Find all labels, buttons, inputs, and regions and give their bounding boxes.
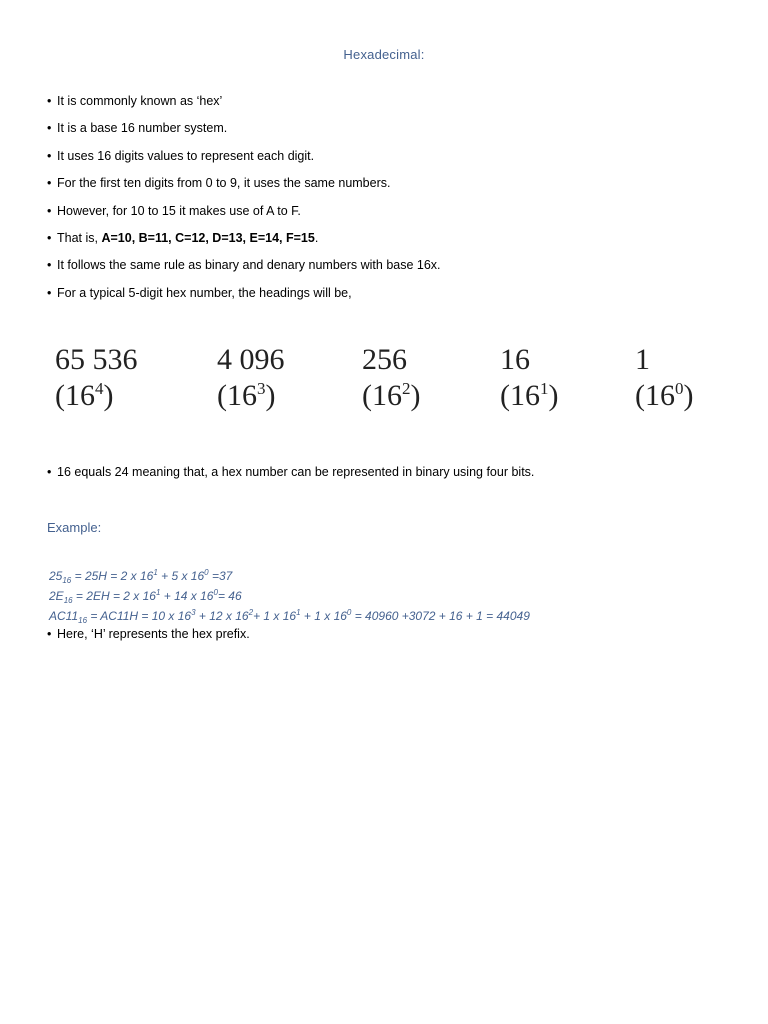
equation-text: = 25H = 2 x 16 [71,569,154,583]
heading-power [635,377,694,415]
heading-power [217,377,285,415]
heading-power [500,377,559,415]
bullet-icon: • [47,230,52,245]
heading-exponent: 1 [540,379,549,398]
equation-text: + 12 x 16 [195,609,249,623]
equation-text: + 14 x 16 [160,589,214,603]
list-item-text: For a typical 5-digit hex number, the headings will be, [57,285,352,300]
heading-column [55,343,138,415]
bullet-icon: • [47,285,52,300]
heading-close: ) [410,379,421,412]
heading-exponent: 2 [402,379,411,398]
heading-close: ) [683,379,694,412]
equation-text: = AC11H = 10 x 16 [87,609,192,623]
exponent-superscript: 0 [213,588,218,597]
example-heading: Example: [47,520,102,535]
bullet-icon: • [47,258,52,273]
heading-exponent: 3 [257,379,266,398]
bullet-icon: • [47,121,52,136]
list-item [47,120,737,147]
equation-text: = 40960 +3072 + 16 + 1 = 44049 [351,609,530,623]
prefix-note [47,627,250,641]
bullet-icon: • [47,465,52,479]
page-title: Hexadecimal: [343,47,425,62]
bullet-icon: • [47,94,52,108]
example-equation [49,566,530,586]
exponent-superscript: 2 [248,608,254,617]
heading-base: (16 [217,379,257,412]
example-equation [49,606,530,626]
heading-base: (16 [55,379,95,412]
exponent-superscript: 3 [191,608,196,617]
equation-text: + 1 x 16 [253,609,297,623]
bullet-list [47,93,737,312]
list-item-text: That is, [57,230,102,245]
heading-exponent: 4 [95,379,104,398]
equation-text: 2E [49,589,64,603]
heading-power [362,377,421,415]
heading-column [217,343,285,415]
list-item [47,93,737,120]
base-subscript: 16 [62,576,72,585]
list-item [47,257,737,284]
list-item-text-end: . [314,230,319,245]
equation-text: 25 [49,569,63,583]
list-item [47,148,737,175]
prefix-note-text: Here, ‘H’ represents the hex prefix. [57,627,250,641]
equation-text: = 46 [217,589,242,603]
heading-value: 256 [362,343,407,376]
place-value-headings [0,343,768,423]
list-item [47,230,737,257]
example-equation [49,586,530,606]
equation-text: + 1 x 16 [300,609,347,623]
list-item-text: It follows the same rule as binary and denary numbers with base 16x. [57,258,441,273]
heading-close: ) [548,379,559,412]
binary-note [47,465,534,479]
example-list [49,566,530,626]
heading-value: 65 536 [55,343,138,376]
exponent-superscript: 0 [346,608,352,617]
equation-text: = 2EH = 2 x 16 [72,589,156,603]
heading-value: 1 [635,343,650,376]
list-item-text: For the first ten digits from 0 to 9, it uses the same numbers. [57,176,391,191]
base-subscript: 16 [63,596,73,605]
binary-note-text: 16 equals 24 meaning that, a hex number can be represented in binary using four bits. [57,465,535,479]
bullet-icon: • [47,148,52,163]
equation-text: AC11 [49,609,79,623]
list-item [47,203,737,230]
exponent-superscript: 1 [296,608,301,617]
heading-column [362,343,421,415]
heading-column [500,343,559,415]
list-item-text: It uses 16 digits values to represent each digit. [57,148,315,163]
exponent-superscript: 1 [153,568,158,577]
bullet-icon: • [47,627,52,641]
bullet-icon: • [47,203,52,218]
heading-power [55,377,138,415]
list-item [47,175,737,202]
base-subscript: 16 [78,616,88,625]
equation-text: =37 [208,569,233,583]
list-item-text: It is commonly known as ‘hex’ [57,94,223,108]
heading-close: ) [265,379,276,412]
heading-close: ) [103,379,114,412]
bullet-icon: • [47,176,52,191]
hex-digit-values: A=10, B=11, C=12, D=13, E=14, F=15 [101,230,315,245]
exponent-superscript: 1 [155,588,161,597]
heading-base: (16 [500,379,540,412]
heading-base: (16 [635,379,675,412]
heading-value: 16 [500,343,530,376]
list-item [47,285,737,312]
list-item-text: It is a base 16 number system. [57,121,228,136]
heading-exponent: 0 [675,379,684,398]
heading-value: 4 096 [217,343,285,376]
list-item-text: However, for 10 to 15 it makes use of A to F. [57,203,301,218]
equation-text: + 5 x 16 [157,569,205,583]
heading-base: (16 [362,379,402,412]
exponent-superscript: 0 [204,568,209,577]
heading-column [635,343,694,415]
